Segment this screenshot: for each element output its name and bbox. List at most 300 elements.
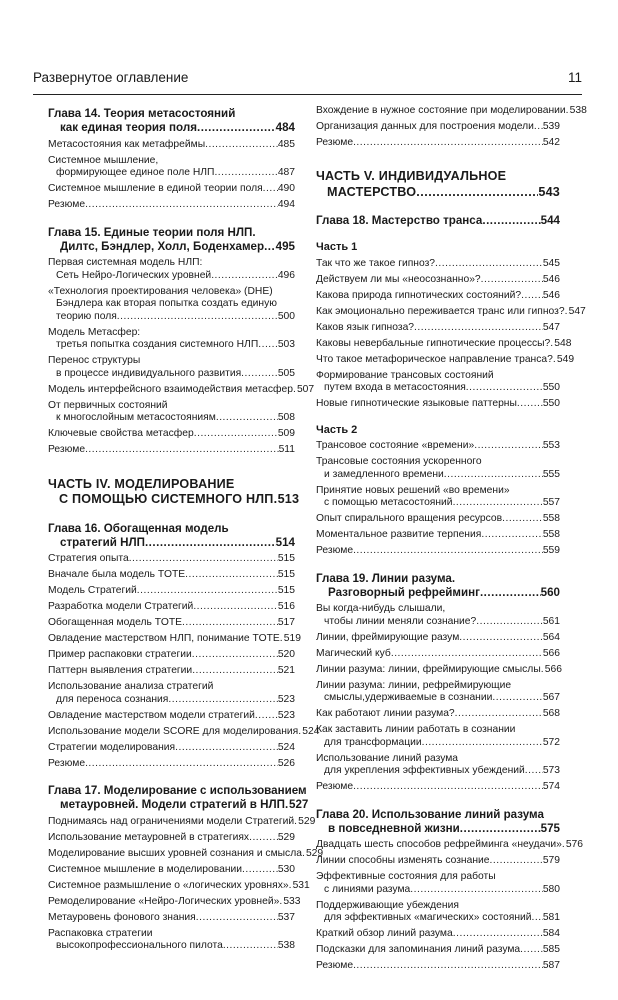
toc-entry-title: Что такое метафорическое направление транса? <box>316 353 553 365</box>
dot-leader <box>264 240 276 254</box>
toc-entry-title-line: Линии разума: линии, рефреймирующие <box>316 679 512 691</box>
toc-entry-title: Магический куб <box>316 647 391 659</box>
toc-entry <box>48 864 295 877</box>
toc-entry <box>316 855 560 868</box>
toc-entry-title-line: Бэндлера как вторая попытка создать единую <box>56 298 277 309</box>
toc-entry-title-line: Использование анализа стратегий <box>48 681 214 692</box>
page-number: 11 <box>567 70 582 85</box>
toc-entry-title: Линии способны изменять сознание <box>316 855 490 866</box>
toc-entry-title: Так что же такое гипноз? <box>316 257 436 269</box>
dot-leader <box>211 270 278 283</box>
toc-entry-page: 574 <box>542 781 560 792</box>
part-page: 513 <box>277 492 300 506</box>
toc-entry-last-line <box>316 765 560 778</box>
toc-entry-page: 542 <box>542 136 560 148</box>
header-rule <box>33 94 582 95</box>
dot-leader <box>414 322 543 335</box>
dot-leader <box>353 781 543 794</box>
toc-entry <box>316 370 560 395</box>
toc-entry-last-line <box>316 616 560 629</box>
dot-leader <box>481 274 543 287</box>
dot-leader <box>482 214 540 228</box>
dot-leader <box>476 616 543 629</box>
toc-entry-page: 487 <box>277 167 295 178</box>
dot-leader <box>214 167 277 180</box>
toc-entry-page: 561 <box>542 615 560 627</box>
part-title-last-line <box>316 185 560 201</box>
dot-leader <box>492 692 542 705</box>
toc-entry-page: 530 <box>277 863 295 875</box>
toc-entry <box>48 428 295 441</box>
toc-entry-page: 517 <box>277 617 295 628</box>
section-heading: Часть 1 <box>316 241 358 253</box>
toc-entry <box>48 199 295 212</box>
toc-entry-page: 509 <box>277 428 295 439</box>
toc-entry <box>316 545 560 558</box>
part-page: 543 <box>538 184 560 199</box>
toc-entry-title: Разработка модели Стратегий <box>48 601 194 612</box>
toc-entry <box>48 665 295 678</box>
toc-right-column <box>316 101 587 973</box>
toc-entry <box>316 398 560 411</box>
toc-entry-title: Резюме <box>316 136 354 148</box>
toc-entry <box>48 815 316 829</box>
toc-entry-title-line: Поддерживающие убеждения <box>316 899 459 911</box>
toc-entry-page: 529 <box>277 831 295 843</box>
toc-entry <box>316 137 560 150</box>
toc-entry-title: Как работают линии разума? <box>316 708 455 719</box>
part-heading <box>48 476 300 508</box>
dot-leader <box>481 529 542 542</box>
dot-leader <box>422 737 543 750</box>
chapter-title-line: стратегий НЛП <box>60 535 145 549</box>
dot-leader <box>502 513 543 526</box>
toc-entry <box>48 183 295 196</box>
chapter-page: 527 <box>289 798 309 811</box>
toc-entry-page: 515 <box>277 569 295 580</box>
toc-entry-page: 533 <box>283 895 301 907</box>
toc-entry <box>48 553 295 566</box>
chapter-title-last-line <box>48 536 295 550</box>
toc-entry-page: 524 <box>302 725 320 737</box>
chapter-page: 560 <box>540 585 560 599</box>
toc-entry-page: 549 <box>556 353 575 365</box>
toc-entry <box>316 664 560 677</box>
toc-entry-page: 515 <box>277 585 295 596</box>
chapter-title-last-line <box>316 586 560 600</box>
chapter-heading <box>316 808 560 836</box>
chapter-title-line: как единая теория поля <box>60 121 197 134</box>
toc-entry-title: Новые гипнотические языковые паттерны <box>316 398 517 409</box>
toc-entry <box>316 104 587 118</box>
dot-leader <box>391 648 543 661</box>
toc-entry-last-line <box>48 270 295 283</box>
chapter-page: 575 <box>540 821 560 835</box>
toc-entry-page: 548 <box>554 337 572 349</box>
chapter-page: 544 <box>540 214 560 227</box>
dot-leader <box>517 398 543 411</box>
toc-entry-page: 557 <box>542 497 560 508</box>
toc-entry-page: 573 <box>542 765 560 776</box>
toc-entry-title: Действуем ли мы «неосознанно»? <box>316 273 481 285</box>
toc-entry-last-line <box>316 912 560 925</box>
toc-entry <box>316 353 575 367</box>
dot-leader <box>185 569 278 582</box>
toc-entry-last-line <box>316 497 560 510</box>
toc-entry-title-line: Распаковка стратегии <box>48 927 153 939</box>
toc-entry <box>48 327 295 352</box>
toc-entry <box>316 485 560 510</box>
toc-entry-page: 566 <box>544 663 562 675</box>
toc-entry <box>316 632 560 645</box>
dot-leader <box>194 428 278 441</box>
toc-entry-title: Подсказки для запоминания линий разума <box>316 944 521 955</box>
chapter-heading <box>316 572 560 600</box>
chapter-title-line: Глава 15. Единые теории поля НЛП. <box>48 225 256 239</box>
toc-entry-title-line: для эффективных «магических» состояний <box>324 912 532 923</box>
toc-entry-title: Моделирование высших уровней сознания и смысла <box>48 847 302 859</box>
toc-entry-title: Организация данных для построения модели <box>316 120 534 132</box>
toc-entry-title: Ремоделирование «Нейро-Логических уровней» <box>48 895 280 907</box>
toc-entry <box>316 440 560 453</box>
dot-leader <box>460 822 541 836</box>
dot-leader <box>521 290 543 303</box>
dot-leader <box>444 469 543 482</box>
dot-leader <box>480 586 541 600</box>
dot-leader <box>520 944 543 957</box>
toc-entry-page: 555 <box>542 468 560 480</box>
dot-leader <box>137 585 278 598</box>
toc-entry-last-line <box>48 311 295 324</box>
toc-entry <box>48 681 295 706</box>
toc-entry-title: Модель Стратегий <box>48 585 137 596</box>
chapter-heading <box>48 226 295 254</box>
toc-entry <box>48 585 295 598</box>
toc-entry-title: Моментальное развитие терпения <box>316 529 482 540</box>
dot-leader <box>455 708 543 721</box>
toc-entry <box>316 944 560 957</box>
toc-entry-title-line: и замедленного времени <box>324 468 444 480</box>
toc-entry-title-line: третья попытка создания системного НЛП <box>56 339 259 350</box>
chapter-title-line: Глава 16. Обогащенная модель <box>48 521 229 535</box>
toc-entry-title: Каков язык гипноза? <box>316 321 415 333</box>
dot-leader <box>205 139 278 152</box>
dot-leader <box>85 444 279 457</box>
toc-entry <box>48 847 324 861</box>
toc-entry <box>316 708 560 721</box>
dot-leader <box>192 665 278 678</box>
toc-entry-page: 545 <box>542 257 560 269</box>
toc-entry <box>48 832 295 845</box>
toc-entry-title-line: формирующее единое поле НЛП <box>56 167 215 178</box>
toc-entry-title: Системное мышление в моделировании <box>48 863 243 875</box>
toc-entry-page: 519 <box>283 633 301 644</box>
toc-entry-title-line: Принятие новых решений «во времени» <box>316 484 510 496</box>
dot-leader <box>175 742 278 755</box>
toc-entry <box>316 603 560 628</box>
toc-entry-page: 568 <box>542 708 560 719</box>
chapter-title-line: в повседневной жизни <box>328 821 460 835</box>
toc-entry-page: 529 <box>298 815 316 827</box>
toc-entry-page: 546 <box>542 289 560 301</box>
toc-entry-page: 564 <box>542 631 560 643</box>
dot-leader <box>353 137 543 150</box>
toc-entry-page: 576 <box>565 839 584 850</box>
toc-entry-page: 511 <box>278 444 295 455</box>
toc-entry-title: Резюме <box>316 960 354 971</box>
toc-left-column <box>48 101 324 953</box>
toc-entry <box>48 895 301 909</box>
dot-leader <box>353 960 543 973</box>
toc-entry-title: Краткий обзор линий разума <box>316 928 453 939</box>
toc-entry-page: 558 <box>542 529 560 540</box>
dot-leader <box>117 311 278 324</box>
part-title-line: ЧАСТЬ V. ИНДИВИДУАЛЬНОЕ <box>316 169 507 183</box>
toc-entry-title-line: Трансовые состояния ускоренного <box>316 456 482 467</box>
toc-entry-title: Системное мышление в единой теории поля <box>48 183 263 194</box>
toc-entry-page: 537 <box>277 911 295 923</box>
dot-leader <box>197 121 276 135</box>
toc-entry-title-line: для укрепления эффективных убеждений <box>324 765 525 776</box>
toc-entry <box>48 710 295 723</box>
toc-entry-title-line: Вы когда-нибудь слышали, <box>316 603 446 614</box>
toc-entry <box>316 529 560 542</box>
chapter-title-last-line <box>48 121 295 135</box>
toc-entry-title: Овладение мастерством НЛП, понимание TOTE <box>48 633 280 644</box>
toc-entry-last-line <box>316 884 560 897</box>
toc-entry-page: 572 <box>542 736 560 748</box>
toc-entry <box>316 871 560 896</box>
toc-entry-title: Пример распаковки стратегии <box>48 649 192 660</box>
toc-entry-last-line <box>48 694 295 707</box>
toc-entry-title: Как эмоционально переживается транс или гипноз? <box>316 305 565 317</box>
toc-entry-page: 531 <box>292 879 310 891</box>
toc-entry-page: 503 <box>277 339 295 350</box>
toc-entry-page: 490 <box>277 183 295 194</box>
toc-entry-title-line: чтобы линии меняли сознание? <box>324 615 477 627</box>
toc-entry-title-line: Сеть Нейро-Логических уровней <box>56 269 212 281</box>
toc-entry-title: Паттерн выявления стратегии <box>48 665 193 676</box>
toc-entry <box>316 121 560 134</box>
toc-entry-page: 539 <box>542 120 560 132</box>
toc-entry <box>316 960 560 973</box>
toc-entry <box>316 456 560 481</box>
toc-entry-title: Резюме <box>316 545 354 556</box>
toc-entry-title-line: Первая системная модель НЛП: <box>48 257 203 268</box>
dot-leader <box>459 632 543 645</box>
toc-entry-title: Каковы невербальные гипнотические процессы? <box>316 337 551 349</box>
toc-entry-title: Резюме <box>48 444 86 455</box>
chapter-title-line: Глава 19. Линии разума. <box>316 571 456 585</box>
dot-leader <box>258 339 278 352</box>
dot-leader <box>216 412 278 425</box>
chapter-title-last-line <box>316 822 560 836</box>
chapter-title-last-line <box>48 798 309 812</box>
chapter-page: 495 <box>275 239 295 253</box>
toc-entry-page: 581 <box>542 912 560 923</box>
section-heading: Часть 2 <box>316 423 358 436</box>
toc-entry-page: 579 <box>542 855 560 866</box>
toc-entry <box>48 758 295 771</box>
toc-entry-page: 526 <box>277 757 295 769</box>
part-title-line: ЧАСТЬ IV. МОДЕЛИРОВАНИЕ <box>48 476 235 491</box>
toc-entry-page: 580 <box>542 883 560 895</box>
toc-entry-page: 485 <box>277 138 295 150</box>
toc-entry-page: 550 <box>542 398 560 409</box>
toc-entry-title: Использование модели SCORE для моделирования <box>48 725 299 737</box>
chapter-title-line: метауровней. Модели стратегий в НЛП <box>60 798 285 811</box>
dot-leader <box>435 258 543 271</box>
toc-entry <box>316 648 560 661</box>
chapter-title-line: Глава 17. Моделирование с использованием <box>48 784 307 797</box>
toc-entry <box>316 839 584 852</box>
dot-leader <box>182 617 278 630</box>
toc-entry-page: 529 <box>305 847 324 859</box>
chapter-page: 484 <box>275 121 295 134</box>
dot-leader <box>263 183 278 196</box>
part-heading <box>316 169 560 200</box>
dot-leader <box>453 497 543 510</box>
toc-entry <box>316 290 560 303</box>
toc-entry-title: Резюме <box>316 781 354 792</box>
toc-entry-page: 558 <box>542 513 560 524</box>
toc-entry-page: 520 <box>277 649 295 660</box>
toc-entry <box>48 601 295 614</box>
dot-leader <box>168 694 277 707</box>
dot-leader <box>532 912 543 925</box>
dot-leader <box>525 765 543 778</box>
toc-entry-title: Использование метауровней в стратегиях <box>48 831 250 843</box>
toc-entry-title-line: в процессе индивидуального развития <box>56 367 242 379</box>
toc-entry-title-line: высокопрофессионального пилота <box>56 940 223 951</box>
toc-entry <box>316 724 560 749</box>
toc-entry <box>316 274 560 287</box>
toc-entry-last-line <box>48 940 295 953</box>
toc-entry-page: 585 <box>542 944 560 955</box>
toc-entry <box>316 680 560 705</box>
toc-entry-title: Какова природа гипнотических состояний? <box>316 289 522 301</box>
toc-entry-title-line: От первичных состояний <box>48 399 168 411</box>
toc-entry-page: 524 <box>277 741 295 753</box>
toc-entry-page: 521 <box>277 665 295 676</box>
toc-entry-title-line: «Технология проектирования человека» (DHE) <box>48 285 273 297</box>
toc-entry-title-line: Системное мышление, <box>48 154 159 166</box>
toc-entry <box>316 337 572 351</box>
running-header-title: Развернутое оглавление <box>33 70 189 85</box>
toc-entry-title: Обогащенная модель TOTE <box>48 617 182 628</box>
toc-entry-page: 547 <box>568 305 586 317</box>
dot-leader <box>534 121 543 134</box>
toc-entry-title: Модель интерфейсного взаимодействия метасфер <box>48 383 293 395</box>
toc-entry <box>48 725 320 739</box>
toc-entry-title-line: к многослойным метасостояниям <box>56 412 216 423</box>
toc-entry-last-line <box>316 737 560 750</box>
chapter-title-line: Дилтс, Бэндлер, Холл, Боденхамер <box>60 239 265 253</box>
toc-entry-title: Вхождение в нужное состояние при моделировании <box>316 104 566 116</box>
toc-entry-title: Поднимаясь над ограничениями модели Стратегий <box>48 815 295 827</box>
toc-entry <box>316 258 560 271</box>
chapter-heading <box>48 107 295 135</box>
dot-leader <box>242 864 278 877</box>
toc-entry-title: Линии, фреймирующие разум <box>316 631 460 643</box>
toc-entry-title-line: путем входа в метасостояния <box>324 382 466 393</box>
toc-entry-title: Резюме <box>48 199 86 210</box>
toc-entry <box>316 928 560 941</box>
toc-entry <box>48 139 295 152</box>
toc-entry-page: 538 <box>277 940 295 951</box>
toc-entry-last-line <box>48 167 295 180</box>
dot-leader <box>193 601 278 614</box>
toc-entry-page: 507 <box>296 383 315 395</box>
dot-leader <box>416 185 538 201</box>
chapter-heading <box>316 214 560 228</box>
toc-entry-page: 523 <box>277 693 295 705</box>
toc-entry <box>48 444 295 457</box>
toc-entry-last-line <box>316 382 560 395</box>
toc-entry-page: 566 <box>542 647 560 659</box>
toc-entry-page: 587 <box>542 960 560 971</box>
toc-entry <box>48 633 301 646</box>
dot-leader <box>196 912 278 925</box>
toc-entry-title-line: смыслы,удерживаемые в сознании <box>324 692 493 703</box>
toc-entry-page: 500 <box>277 310 295 322</box>
toc-entry-last-line <box>316 692 560 705</box>
toc-entry <box>316 305 586 319</box>
dot-leader <box>192 649 278 662</box>
toc-entry-title-line: Эффективные состояния для работы <box>316 871 496 882</box>
toc-entry-title-line: с линиями разума <box>324 883 411 895</box>
toc-entry-title: Резюме <box>48 757 86 769</box>
toc-entry <box>48 912 295 925</box>
toc-entry-page: 559 <box>542 545 560 556</box>
toc-entry <box>48 257 295 282</box>
toc-entry-title: Трансовое состояние «времени» <box>316 440 475 451</box>
dot-leader <box>255 710 278 723</box>
running-header <box>33 70 582 92</box>
toc-entry-page: 516 <box>277 601 295 612</box>
toc-entry-title-line: Как заставить линии работать в сознании <box>316 724 516 735</box>
chapter-title-line: Глава 18. Мастерство транса <box>316 214 483 227</box>
toc-entry-title: Ключевые свойства метасфер <box>48 428 194 439</box>
toc-entry-title: Овладение мастерством модели стратегий <box>48 709 255 721</box>
part-title-line: МАСТЕРСТВО <box>327 184 417 199</box>
toc-entry-title-line: для переноса сознания <box>56 693 169 705</box>
toc-entry-page: 505 <box>277 367 295 379</box>
toc-entry-title-line: Перенос структуры <box>48 355 141 366</box>
toc-entry-page: 515 <box>277 553 295 564</box>
toc-entry-page: 550 <box>542 382 560 393</box>
toc-entry-title: Опыт спирального вращения ресурсов <box>316 513 503 524</box>
chapter-heading <box>48 522 295 550</box>
toc-entry-title-line: Формирование трансовых состояний <box>316 369 494 381</box>
toc-entry-page: 546 <box>542 273 560 285</box>
dot-leader <box>145 536 276 550</box>
toc-entry <box>48 355 295 380</box>
toc-entry-title-line: Использование линий разума <box>316 752 459 764</box>
toc-entry <box>48 649 295 662</box>
dot-leader <box>129 553 278 566</box>
chapter-page: 514 <box>275 535 295 549</box>
toc-entry-last-line <box>48 368 295 381</box>
dot-leader <box>410 884 543 897</box>
chapter-heading <box>48 784 309 812</box>
dot-leader <box>453 928 543 941</box>
dot-leader <box>353 545 543 558</box>
toc-entry <box>48 569 295 582</box>
toc-entry <box>316 513 560 526</box>
toc-entry-title: Двадцать шесть способов рефрейминга «неудачи» <box>316 839 562 850</box>
toc-entry-title: Вначале была модель TOTE <box>48 569 186 580</box>
